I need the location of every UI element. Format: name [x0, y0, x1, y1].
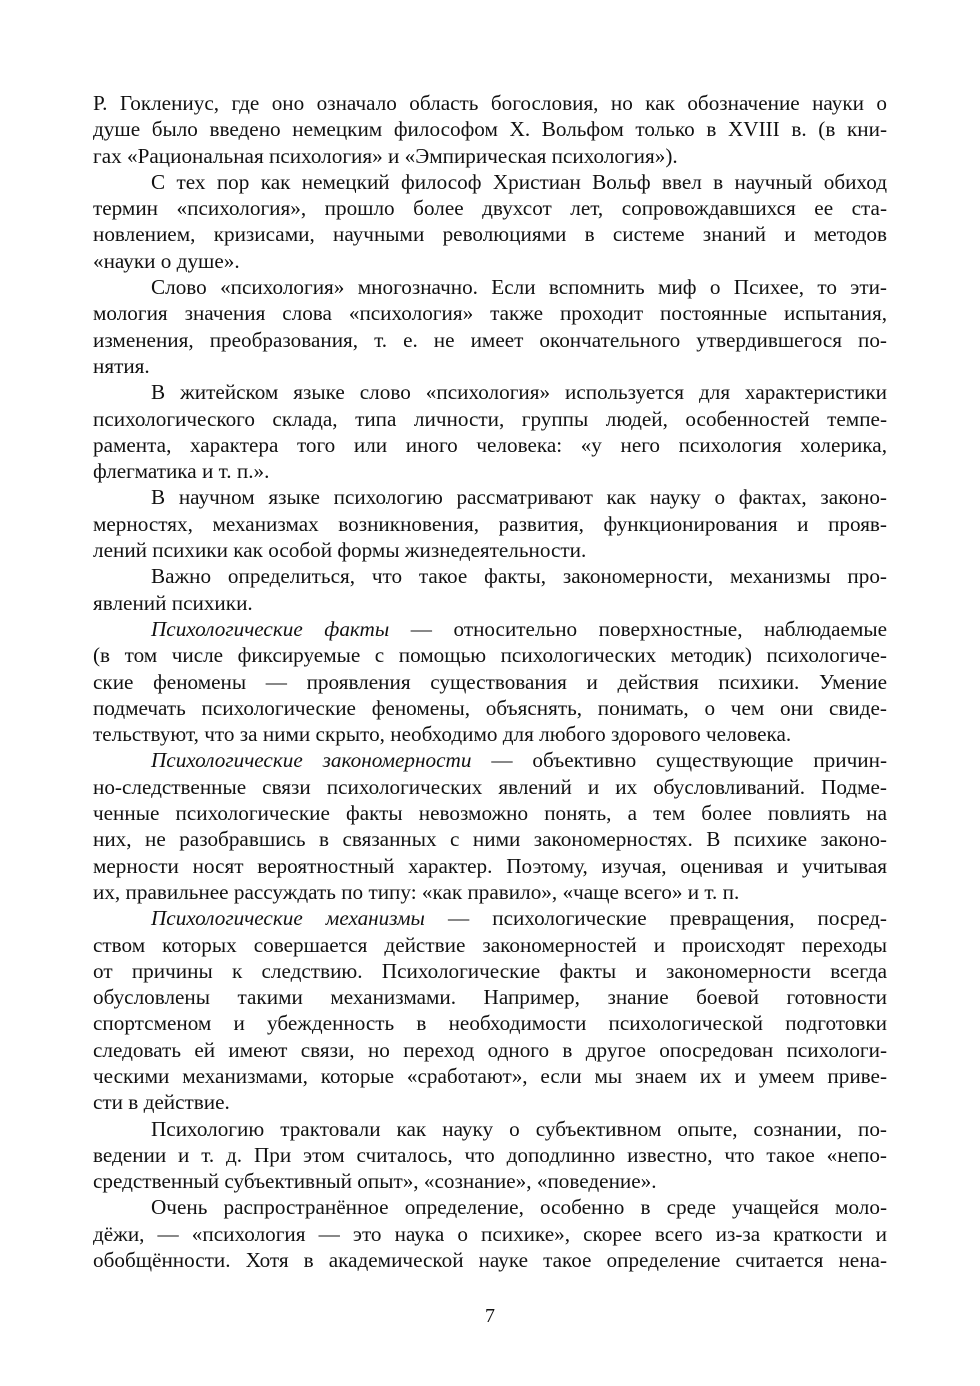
- text-line: (в том числе фиксируемые с помощью психологических методик) психологиче-: [93, 643, 887, 668]
- text-line: явлений психики.: [93, 590, 253, 615]
- text-line: психологического склада, типа личности, группы людей, особенностей темпе-: [93, 406, 887, 431]
- text-line: Слово «психология» многозначно. Если вспомнить миф о Психее, то эти-: [151, 275, 887, 300]
- text-line: В житейском языке слово «психология» используется для характеристики: [151, 380, 887, 405]
- paragraph: [93, 1194, 887, 1273]
- text-fragment: — психологические превращения, посред-: [424, 906, 887, 931]
- text-fragment: — объективно существующие причин-: [471, 748, 887, 773]
- term: Психологические закономерности: [151, 748, 472, 773]
- text-line: от причины к следствию. Психологические факты и закономерности всегда: [93, 958, 887, 983]
- text-line: Очень распространённое определение, особенно в среде учащейся моло-: [151, 1195, 887, 1220]
- text-line: ведении и т. д. При этом считалось, что доподлинно известно, что такое «непо-: [93, 1142, 887, 1167]
- text-line: новлением, кризисами, научными революциями в системе знаний и методов: [93, 222, 887, 247]
- text-line: ческими механизмами, которые «сработают», если мы знаем их и умеем приве-: [93, 1063, 887, 1088]
- page-number: 7: [485, 1305, 495, 1327]
- text-line: изменения, преобразования, т. е. не имеет окончательного утвердившегося по-: [93, 327, 887, 352]
- text-line: средственный субъективный опыт», «сознание», «поведение».: [93, 1169, 657, 1194]
- text-line: ством которых совершается действие закономерностей и происходят переходы: [93, 932, 887, 957]
- paragraph: [93, 90, 887, 169]
- text-line: «науки о душе».: [93, 248, 240, 273]
- text-line: Психологию трактовали как науку о субъективном опыте, сознании, по-: [151, 1116, 887, 1141]
- paragraph: [93, 484, 887, 563]
- text-line: тельствуют, что за ними скрыто, необходимо для любого здорового человека.: [93, 722, 792, 747]
- text-line: обусловлены такими механизмами. Например, знание боевой готовности: [93, 985, 887, 1010]
- text-line: спортсменом и убежденность в необходимости психологической подготовки: [93, 1011, 887, 1036]
- text-line: [93, 747, 887, 773]
- paragraph: [93, 274, 887, 379]
- text-line: сти в действие.: [93, 1090, 230, 1115]
- text-line: мерностях, механизмах возникновения, развития, функционирования и прояв-: [93, 511, 887, 536]
- paragraph: [93, 747, 887, 905]
- paragraph: [93, 379, 887, 484]
- text-line: термин «психология», прошло более двухсот лет, сопровождавшихся ее ста-: [93, 196, 887, 221]
- text-line: лений психики как особой формы жизнедеятельности.: [93, 538, 587, 563]
- paragraph: [93, 616, 887, 747]
- text-line: [93, 616, 887, 642]
- paragraph: [93, 1116, 887, 1195]
- text-line: ские феномены — проявления существования и действия психики. Умение: [93, 669, 887, 694]
- text-fragment: — относительно поверхностные, наблюдаемые: [389, 616, 887, 641]
- text-line: их, правильнее рассуждать по типу: «как правило», «чаще всего» и т. п.: [93, 879, 740, 904]
- text-line: рамента, характера того или иного человека: «у него психология холерика,: [93, 432, 887, 457]
- text-line: мология значения слова «психология» также проходит постоянные испытания,: [93, 301, 887, 326]
- text-line: мерности носят вероятностный характер. Поэтому, изучая, оценивая и учитывая: [93, 853, 887, 878]
- paragraph: [93, 169, 887, 274]
- term: Психологические механизмы: [151, 906, 425, 931]
- text-line: подмечать психологические феномены, объяснять, понимать, о чем они свиде-: [93, 695, 887, 720]
- text-line: гах «Рациональная психология» и «Эмпирическая психология»).: [93, 143, 678, 168]
- text-line: Р. Гоклениус, где оно означало область богословия, но как обозначение науки о: [93, 91, 887, 115]
- text-line: следовать ей имеют связи, но переход одного в другое опосредован психологи-: [93, 1037, 887, 1062]
- text-line: флегматика и т. п.».: [93, 459, 270, 484]
- text-line: ченные психологические факты невозможно понять, а тем более повлиять на: [93, 801, 887, 826]
- text-line: нятия.: [93, 353, 150, 378]
- text-line: но-следственные связи психологических явлений и их обусловливаний. Подме-: [93, 774, 887, 799]
- text-line: С тех пор как немецкий философ Христиан Вольф ввел в научный обиход: [151, 169, 887, 194]
- term: Психологические факты: [151, 616, 390, 641]
- text-line: них, не разобравшись в связанных с ними закономерностях. В психике законо-: [93, 827, 887, 852]
- text-line: душе было введено немецким философом Х. Вольфом только в XVIII в. (в кни-: [93, 117, 887, 142]
- paragraph: [93, 905, 887, 1115]
- page-text: [93, 90, 887, 1273]
- text-line: дёжи, — «психология — это наука о психике», скорее всего из-за краткости и: [93, 1221, 887, 1246]
- text-line: Важно определиться, что такое факты, закономерности, механизмы про-: [151, 564, 887, 589]
- text-line: В научном языке психологию рассматривают как науку о фактах, законо-: [151, 485, 887, 510]
- text-line: обобщённости. Хотя в академической науке такое определение считается нена-: [93, 1248, 887, 1273]
- text-line: [93, 905, 887, 931]
- paragraph: [93, 563, 887, 616]
